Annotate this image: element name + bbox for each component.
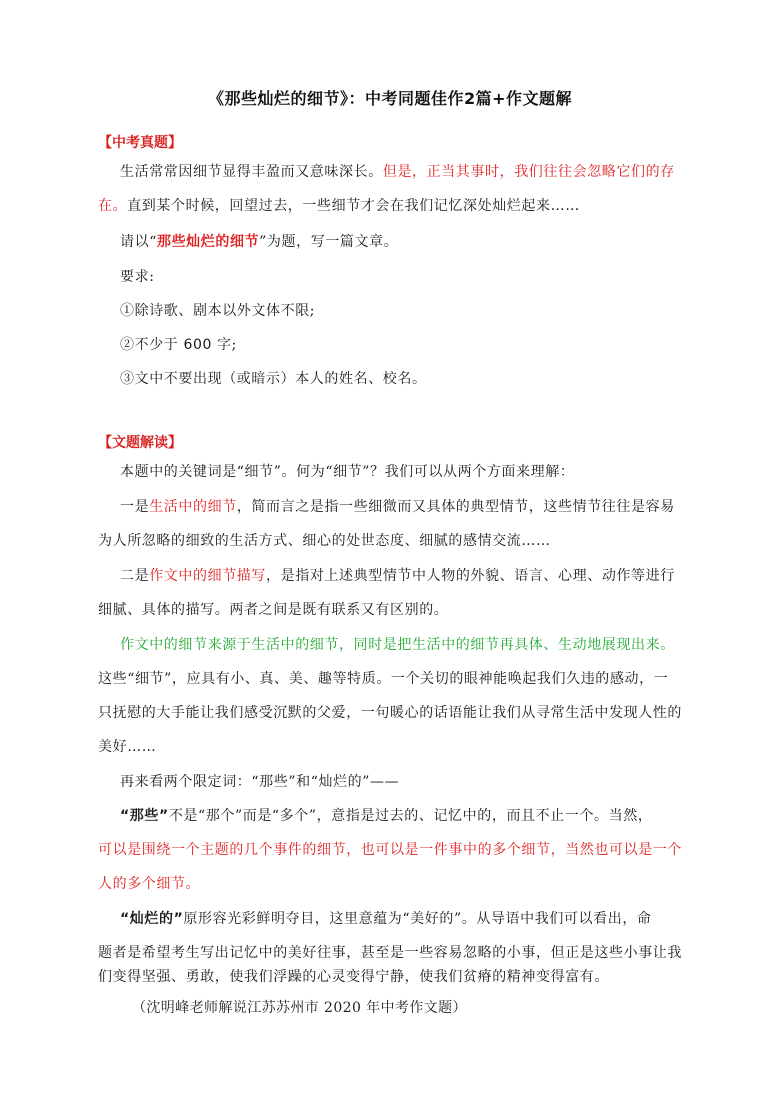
requirement-2-post: 字; [211,337,237,353]
analysis-paragraph-2-line-2: 为人所忽略的细致的生活方式、细心的处世态度、细腻的感情交流…… [98,533,551,549]
analysis-2-highlight: 生活中的细节 [149,499,237,515]
document-title: 《那些灿烂的细节》：中考同题佳作2篇+作文题解 [207,89,573,108]
requirement-1: ①除诗歌、剧本以外文体不限; [120,303,316,319]
analysis-6-post: 不是“那个”而是“多个”，意指是过去的、记忆中的，而且不止一个。当然， [168,808,653,824]
analysis-7-post: 原形容光彩鲜明夺目，这里意蕴为“美好的”。从导语中我们可以看出，命 [183,911,652,927]
analysis-paragraph-4-line-2: 这些“细节”，应具有小、真、美、趣等特质。一个关切的眼神能唤起我们久违的感动，一 [98,671,669,687]
analysis-paragraph-2-line-1 [120,497,675,517]
requirement-3: ③文中不要出现（或暗示）本人的姓名、校名。 [120,371,427,387]
analysis-paragraph-6-line-1 [120,806,652,826]
requirement-2 [120,335,237,355]
citation: （沈明峰老师解说江苏苏州市 2020 年中考作文题） [132,1000,467,1016]
term-canlan: “灿烂的” [120,911,184,927]
analysis-2-pre: 一是 [120,499,150,515]
analysis-paragraph-4-line-3: 只抚慰的大手能让我们感受沉默的父爱，一句暖心的话语能让我们从寻常生活中发现人性的 [98,705,682,721]
analysis-3-pre: 二是 [120,568,150,584]
exam-intro-text-cont: 直到某个时候，回望过去，一些细节才会在我们记忆深处灿烂起来…… [127,198,580,214]
analysis-heading: 【文题解读】 [98,435,182,451]
exam-highlight-text: 但是，正当其事时，我们往往会忽略它们的存 [382,164,675,180]
analysis-paragraph-6-line-3: 人的多个细节。 [98,876,201,892]
analysis-paragraph-6-line-2: 可以是围绕一个主题的几个事件的细节，也可以是一件事中的多个细节，当然也可以是一个 [98,842,682,858]
exam-intro-text: 生活常常因细节显得丰盈而又意味深长。 [120,164,383,180]
term-naxie: “那些” [120,808,169,824]
exam-prompt-post: ”为题，写一篇文章。 [259,234,399,250]
analysis-2-post: ，简而言之是指一些细微而又具体的典型情节，这些情节往往是容易 [236,499,675,515]
analysis-paragraph-7-line-1 [120,909,652,929]
analysis-paragraph-3-line-2: 细腻、具体的描写。两者之间是既有联系又有区别的。 [98,602,449,618]
exam-prompt [120,232,398,252]
analysis-paragraph-1: 本题中的关键词是“细节”。何为“细节”？我们可以从两个方面来理解： [120,464,575,480]
exam-paragraph-1-line-1 [120,162,675,182]
exam-topic: 那些灿烂的细节 [156,234,260,250]
analysis-paragraph-7-line-3: 们变得坚强、勇敢，使我们浮躁的心灵变得宁静，使我们贫瘠的精神变得富有。 [98,969,609,985]
analysis-paragraph-7-line-2: 题者是希望考生写出记忆中的美好往事，甚至是一些容易忽略的小事，但正是这些小事让我 [98,945,682,961]
analysis-3-post: ，是指对上述典型情节中人物的外貌、语言、心理、动作等进行 [266,568,675,584]
requirement-2-number: 600 [183,337,212,353]
requirement-2-pre: ②不少于 [120,337,184,353]
requirements-label: 要求: [120,269,155,285]
exam-paragraph-1-line-2 [98,196,580,216]
analysis-paragraph-5: 再来看两个限定词：“那些”和“灿烂的”—— [120,774,400,790]
analysis-paragraph-4-line-4: 美好…… [98,739,157,755]
exam-heading: 【中考真题】 [98,135,182,151]
analysis-paragraph-4-highlight: 作文中的细节来源于生活中的细节，同时是把生活中的细节再具体、生动地展现出来。 [120,637,675,653]
exam-highlight-text-end: 在。 [98,198,128,214]
analysis-paragraph-3-line-1 [120,566,675,586]
exam-prompt-pre: 请以“ [120,234,157,250]
analysis-3-highlight: 作文中的细节描写 [149,568,267,584]
